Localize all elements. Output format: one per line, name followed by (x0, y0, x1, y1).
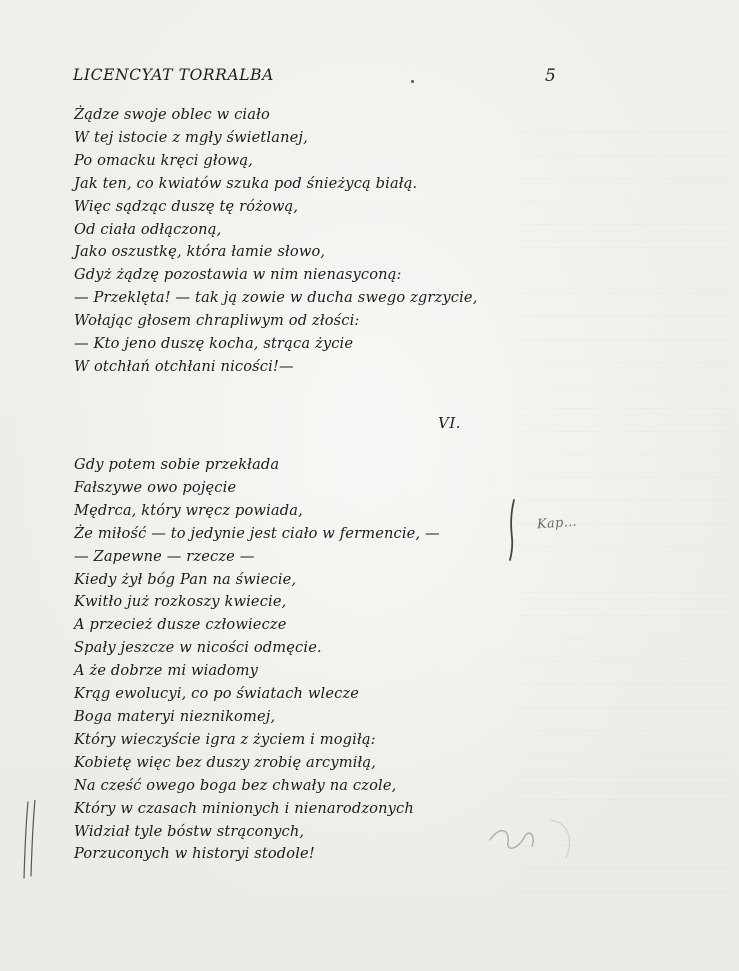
pencil-scribble (470, 800, 590, 870)
verse-line: A że dobrze mi wiadomy (74, 662, 259, 680)
verse-line: Jako oszustkę, która łamie słowo, (74, 243, 326, 261)
verse-line: Porzuconych w historyi stodole! (74, 845, 315, 863)
stanza-1 (74, 104, 478, 379)
verse-line: Gdyż żądzę pozostawia w nim nienasyconą: (74, 266, 402, 284)
verse-line: Więc sądząc duszę tę różową, (74, 197, 299, 215)
verse-line: Boga materyi nieznikomej, (74, 707, 276, 725)
page-number: 5 (545, 66, 556, 86)
verse-line: Spały jeszcze w nicości odmęcie. (74, 639, 322, 657)
stanza-2 (74, 454, 440, 866)
print-speck (411, 80, 414, 83)
verse-line: Który wieczyście igra z życiem i mogiłą: (74, 730, 376, 748)
verse-line: Krąg ewolucyi, co po światach wlecze (74, 685, 360, 703)
section-heading: VI. (438, 414, 462, 432)
verse-line: Po omacku kręci głową, (74, 151, 253, 169)
verse-line: Na cześć owego boga bez chwały na czole, (74, 776, 397, 794)
verse-line: Od ciała odłączoną, (74, 220, 222, 238)
verse-line: Żądze swoje oblec w ciało (74, 106, 270, 123)
verse-line: Kiedy żył bóg Pan na świecie, (74, 570, 297, 588)
verse-line: — Przeklęta! — tak ją zowie w ducha swego zgrzycie, (74, 289, 478, 307)
margin-pencil-lines (20, 800, 44, 880)
margin-bracket-mark (502, 498, 522, 562)
verse-line: Gdy potem sobie przekłada (74, 456, 280, 473)
verse-line: Widział tyle bóstw strąconych, (74, 822, 305, 840)
verse-line: Wołając głosem chrapliwym od złości: (74, 312, 360, 330)
verse-line: — Zapewne — rzecze — (74, 547, 255, 565)
verse-line: W tej istocie z mgły świetlanej, (74, 128, 308, 146)
verse-line: Kobietę więc bez duszy zrobię arcymiłą, (74, 753, 377, 771)
margin-annotation: Kap… (536, 514, 578, 533)
verse-line: Fałszywe owo pojęcie (74, 478, 237, 496)
verse-line: Jak ten, co kwiatów szuka pod śnieżycą białą. (74, 174, 418, 192)
verse-line: A przecież dusze człowiecze (74, 616, 287, 634)
verse-line: Który w czasach minionych i nienarodzonych (74, 799, 414, 817)
running-head: LICENCYAT TORRALBA (73, 66, 274, 84)
verse-line: Kwitło już rozkoszy kwiecie, (74, 593, 287, 611)
verse-line: Że miłość — to jedynie jest ciało w fermencie, — (74, 524, 440, 542)
verse-line: Mędrca, który wręcz powiada, (74, 501, 303, 519)
verse-line: — Kto jeno duszę kocha, strąca życie (74, 335, 354, 353)
verse-line: W otchłań otchłani nicości!— (74, 357, 294, 375)
bleed-through-texture (520, 110, 730, 892)
